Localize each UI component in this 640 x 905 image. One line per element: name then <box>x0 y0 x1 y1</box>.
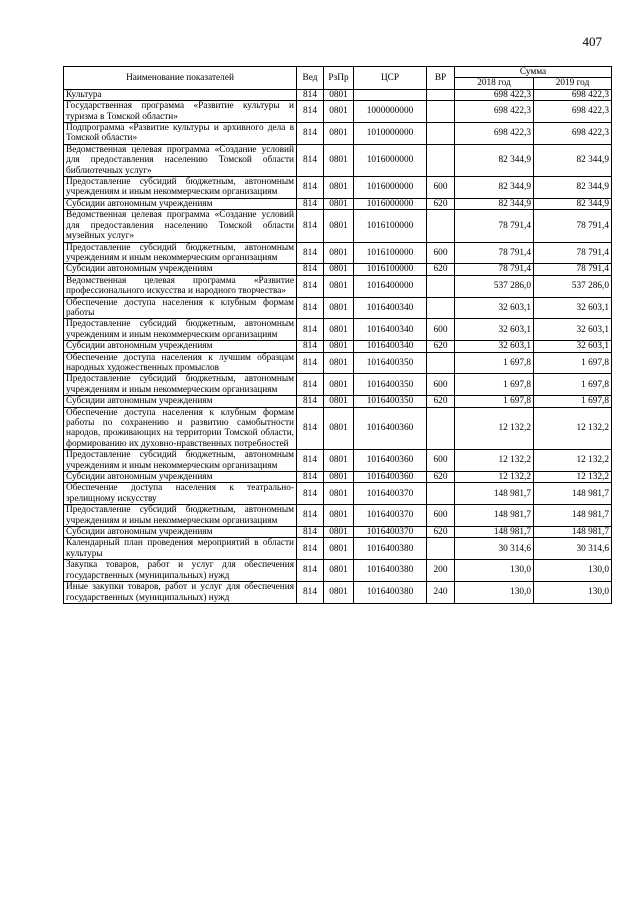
row-amount-2018: 148 981,7 <box>455 505 534 527</box>
row-name: Субсидии автономным учреждениям <box>64 198 297 209</box>
table-row <box>64 407 612 450</box>
row-amount-2018: 78 791,4 <box>455 210 534 242</box>
row-vr <box>427 144 455 176</box>
row-amount-2019: 148 981,7 <box>534 483 612 505</box>
row-amount-2018: 12 132,2 <box>455 472 534 483</box>
row-amount-2019: 82 344,9 <box>534 177 612 199</box>
row-vr <box>427 275 455 297</box>
table-row <box>64 144 612 176</box>
row-ved: 814 <box>297 275 324 297</box>
row-rzpr: 0801 <box>324 527 354 538</box>
row-ved: 814 <box>297 177 324 199</box>
row-amount-2019: 698 422,3 <box>534 123 612 145</box>
row-csr: 1016400360 <box>354 407 427 450</box>
row-vr <box>427 210 455 242</box>
row-ved: 814 <box>297 210 324 242</box>
row-amount-2018: 698 422,3 <box>455 123 534 145</box>
row-amount-2019: 148 981,7 <box>534 527 612 538</box>
row-csr: 1016400380 <box>354 538 427 560</box>
row-csr: 1016400350 <box>354 352 427 374</box>
row-amount-2019: 78 791,4 <box>534 242 612 264</box>
row-name: Предоставление субсидий бюджетным, автономным учреждениям и иным некоммерческим организациям <box>64 450 297 472</box>
row-rzpr: 0801 <box>324 560 354 582</box>
row-name: Обеспечение доступа населения к лучшим образцам народных художественных промыслов <box>64 352 297 374</box>
row-name: Государственная программа «Развитие культуры и туризма в Томской области» <box>64 101 297 123</box>
row-amount-2019: 698 422,3 <box>534 101 612 123</box>
row-ved: 814 <box>297 407 324 450</box>
row-rzpr: 0801 <box>324 319 354 341</box>
row-ved: 814 <box>297 396 324 407</box>
row-rzpr: 0801 <box>324 198 354 209</box>
row-ved: 814 <box>297 472 324 483</box>
row-rzpr: 0801 <box>324 123 354 145</box>
table-row <box>64 560 612 582</box>
table-row <box>64 538 612 560</box>
row-csr: 1016100000 <box>354 242 427 264</box>
row-name: Предоставление субсидий бюджетным, автономным учреждениям и иным некоммерческим организациям <box>64 505 297 527</box>
row-vr: 620 <box>427 341 455 352</box>
row-ved: 814 <box>297 483 324 505</box>
budget-table <box>63 66 612 604</box>
row-amount-2019: 698 422,3 <box>534 89 612 100</box>
table-body <box>64 89 612 603</box>
row-rzpr: 0801 <box>324 297 354 319</box>
row-name: Обеспечение доступа населения к театрально-зрелищному искусству <box>64 483 297 505</box>
table-row <box>64 483 612 505</box>
row-name: Культура <box>64 89 297 100</box>
row-rzpr: 0801 <box>324 505 354 527</box>
row-ved: 814 <box>297 538 324 560</box>
row-csr: 1016400000 <box>354 275 427 297</box>
row-name: Ведомственная целевая программа «Создание условий для предоставления населению Томской области библиотечных услуг» <box>64 144 297 176</box>
row-vr: 620 <box>427 198 455 209</box>
row-name: Предоставление субсидий бюджетным, автономным учреждениям и иным некоммерческим организациям <box>64 374 297 396</box>
row-csr: 1016400360 <box>354 450 427 472</box>
row-rzpr: 0801 <box>324 483 354 505</box>
row-vr <box>427 407 455 450</box>
table-row <box>64 101 612 123</box>
row-csr: 1016400340 <box>354 341 427 352</box>
row-vr: 600 <box>427 177 455 199</box>
row-vr: 600 <box>427 450 455 472</box>
row-ved: 814 <box>297 319 324 341</box>
row-amount-2018: 12 132,2 <box>455 407 534 450</box>
table-row <box>64 319 612 341</box>
row-csr: 1016000000 <box>354 198 427 209</box>
row-rzpr: 0801 <box>324 341 354 352</box>
row-vr <box>427 483 455 505</box>
table-row <box>64 198 612 209</box>
table-row <box>64 396 612 407</box>
row-ved: 814 <box>297 101 324 123</box>
row-amount-2018: 148 981,7 <box>455 527 534 538</box>
row-ved: 814 <box>297 198 324 209</box>
table-row <box>64 374 612 396</box>
row-amount-2018: 32 603,1 <box>455 297 534 319</box>
header-sum: Сумма <box>455 67 612 78</box>
row-vr <box>427 352 455 374</box>
row-amount-2018: 82 344,9 <box>455 144 534 176</box>
row-vr <box>427 538 455 560</box>
row-name: Субсидии автономным учреждениям <box>64 396 297 407</box>
row-amount-2018: 1 697,8 <box>455 352 534 374</box>
table-row <box>64 177 612 199</box>
row-csr: 1016100000 <box>354 210 427 242</box>
row-ved: 814 <box>297 144 324 176</box>
row-name: Обеспечение доступа населения к клубным формам работы <box>64 297 297 319</box>
row-ved: 814 <box>297 123 324 145</box>
row-ved: 814 <box>297 352 324 374</box>
row-ved: 814 <box>297 374 324 396</box>
row-ved: 814 <box>297 341 324 352</box>
row-amount-2018: 1 697,8 <box>455 396 534 407</box>
row-vr: 600 <box>427 505 455 527</box>
row-csr: 1016400340 <box>354 297 427 319</box>
table-row <box>64 582 612 604</box>
row-vr <box>427 101 455 123</box>
table-row <box>64 264 612 275</box>
row-csr: 1016400350 <box>354 396 427 407</box>
row-name: Субсидии автономным учреждениям <box>64 264 297 275</box>
row-vr: 620 <box>427 527 455 538</box>
table-row <box>64 297 612 319</box>
row-amount-2018: 32 603,1 <box>455 319 534 341</box>
row-amount-2018: 82 344,9 <box>455 198 534 209</box>
row-amount-2018: 82 344,9 <box>455 177 534 199</box>
row-rzpr: 0801 <box>324 275 354 297</box>
header-vr: ВР <box>427 67 455 90</box>
row-rzpr: 0801 <box>324 538 354 560</box>
row-rzpr: 0801 <box>324 582 354 604</box>
row-amount-2018: 32 603,1 <box>455 341 534 352</box>
row-name: Предоставление субсидий бюджетным, автономным учреждениям и иным некоммерческим организациям <box>64 319 297 341</box>
row-amount-2019: 148 981,7 <box>534 505 612 527</box>
row-vr <box>427 297 455 319</box>
row-name: Закупка товаров, работ и услуг для обеспечения государственных (муниципальных) нужд <box>64 560 297 582</box>
row-amount-2018: 12 132,2 <box>455 450 534 472</box>
table-row <box>64 527 612 538</box>
row-amount-2018: 130,0 <box>455 582 534 604</box>
row-ved: 814 <box>297 560 324 582</box>
row-csr: 1000000000 <box>354 101 427 123</box>
row-rzpr: 0801 <box>324 210 354 242</box>
row-name: Субсидии автономным учреждениям <box>64 341 297 352</box>
row-csr: 1010000000 <box>354 123 427 145</box>
table-row <box>64 505 612 527</box>
header-year-2018: 2018 год <box>455 78 534 89</box>
header-ved: Вед <box>297 67 324 90</box>
row-rzpr: 0801 <box>324 352 354 374</box>
row-name: Субсидии автономным учреждениям <box>64 472 297 483</box>
row-ved: 814 <box>297 450 324 472</box>
table-row <box>64 275 612 297</box>
row-amount-2019: 32 603,1 <box>534 297 612 319</box>
row-csr: 1016400360 <box>354 472 427 483</box>
header-rzpr: РзПр <box>324 67 354 90</box>
row-name: Иные закупки товаров, работ и услуг для обеспечения государственных (муниципальных) нужд <box>64 582 297 604</box>
table-row <box>64 123 612 145</box>
row-rzpr: 0801 <box>324 472 354 483</box>
row-ved: 814 <box>297 505 324 527</box>
row-amount-2019: 1 697,8 <box>534 352 612 374</box>
row-amount-2019: 130,0 <box>534 560 612 582</box>
page-number: 407 <box>582 34 602 49</box>
row-ved: 814 <box>297 264 324 275</box>
row-name: Обеспечение доступа населения к клубным формам работы по сохранению и развитию самобытности народов, проживающих на территории Томской области, формированию их духовно-нравственных потребностей <box>64 407 297 450</box>
row-ved: 814 <box>297 297 324 319</box>
row-amount-2019: 30 314,6 <box>534 538 612 560</box>
row-csr: 1016100000 <box>354 264 427 275</box>
table-header <box>64 67 612 90</box>
row-csr: 1016400380 <box>354 582 427 604</box>
row-csr: 1016000000 <box>354 177 427 199</box>
row-name: Календарный план проведения мероприятий в области культуры <box>64 538 297 560</box>
row-amount-2019: 32 603,1 <box>534 341 612 352</box>
row-rzpr: 0801 <box>324 177 354 199</box>
table-row <box>64 89 612 100</box>
row-amount-2019: 32 603,1 <box>534 319 612 341</box>
header-year-2019: 2019 год <box>534 78 612 89</box>
row-amount-2019: 78 791,4 <box>534 210 612 242</box>
row-rzpr: 0801 <box>324 450 354 472</box>
row-amount-2019: 82 344,9 <box>534 198 612 209</box>
row-amount-2019: 537 286,0 <box>534 275 612 297</box>
row-amount-2019: 1 697,8 <box>534 374 612 396</box>
row-name: Ведомственная целевая программа «Развитие профессионального искусства и народного творчества» <box>64 275 297 297</box>
table-row <box>64 242 612 264</box>
row-ved: 814 <box>297 582 324 604</box>
row-name: Ведомственная целевая программа «Создание условий для предоставления населению Томской области музейных услуг» <box>64 210 297 242</box>
row-name: Подпрограмма «Развитие культуры и архивного дела в Томской области» <box>64 123 297 145</box>
row-rzpr: 0801 <box>324 396 354 407</box>
row-csr: 1016400370 <box>354 483 427 505</box>
row-csr: 1016400350 <box>354 374 427 396</box>
row-amount-2019: 82 344,9 <box>534 144 612 176</box>
row-amount-2018: 30 314,6 <box>455 538 534 560</box>
row-ved: 814 <box>297 527 324 538</box>
table-row <box>64 341 612 352</box>
row-ved: 814 <box>297 242 324 264</box>
row-amount-2019: 12 132,2 <box>534 472 612 483</box>
table-row <box>64 472 612 483</box>
row-rzpr: 0801 <box>324 374 354 396</box>
row-vr: 200 <box>427 560 455 582</box>
row-vr: 600 <box>427 242 455 264</box>
row-vr: 240 <box>427 582 455 604</box>
table-row <box>64 210 612 242</box>
table-row <box>64 450 612 472</box>
row-csr: 1016400340 <box>354 319 427 341</box>
row-csr <box>354 89 427 100</box>
header-csr: ЦСР <box>354 67 427 90</box>
row-rzpr: 0801 <box>324 89 354 100</box>
row-amount-2019: 130,0 <box>534 582 612 604</box>
row-ved: 814 <box>297 89 324 100</box>
row-rzpr: 0801 <box>324 101 354 123</box>
table-row <box>64 352 612 374</box>
row-vr: 600 <box>427 319 455 341</box>
row-amount-2018: 698 422,3 <box>455 101 534 123</box>
row-csr: 1016400370 <box>354 527 427 538</box>
row-amount-2018: 1 697,8 <box>455 374 534 396</box>
row-vr: 620 <box>427 472 455 483</box>
row-csr: 1016000000 <box>354 144 427 176</box>
row-amount-2018: 537 286,0 <box>455 275 534 297</box>
row-amount-2019: 1 697,8 <box>534 396 612 407</box>
row-csr: 1016400380 <box>354 560 427 582</box>
row-name: Предоставление субсидий бюджетным, автономным учреждениям и иным некоммерческим организациям <box>64 242 297 264</box>
row-name: Предоставление субсидий бюджетным, автономным учреждениям и иным некоммерческим организациям <box>64 177 297 199</box>
row-rzpr: 0801 <box>324 407 354 450</box>
row-rzpr: 0801 <box>324 144 354 176</box>
row-vr <box>427 123 455 145</box>
row-amount-2019: 12 132,2 <box>534 450 612 472</box>
row-vr: 620 <box>427 396 455 407</box>
row-amount-2019: 78 791,4 <box>534 264 612 275</box>
row-vr: 620 <box>427 264 455 275</box>
row-vr: 600 <box>427 374 455 396</box>
row-rzpr: 0801 <box>324 264 354 275</box>
row-amount-2018: 148 981,7 <box>455 483 534 505</box>
row-amount-2018: 698 422,3 <box>455 89 534 100</box>
row-amount-2019: 12 132,2 <box>534 407 612 450</box>
header-name: Наименование показателей <box>64 67 297 90</box>
row-rzpr: 0801 <box>324 242 354 264</box>
row-vr <box>427 89 455 100</box>
row-csr: 1016400370 <box>354 505 427 527</box>
row-amount-2018: 78 791,4 <box>455 264 534 275</box>
row-amount-2018: 78 791,4 <box>455 242 534 264</box>
row-name: Субсидии автономным учреждениям <box>64 527 297 538</box>
row-amount-2018: 130,0 <box>455 560 534 582</box>
